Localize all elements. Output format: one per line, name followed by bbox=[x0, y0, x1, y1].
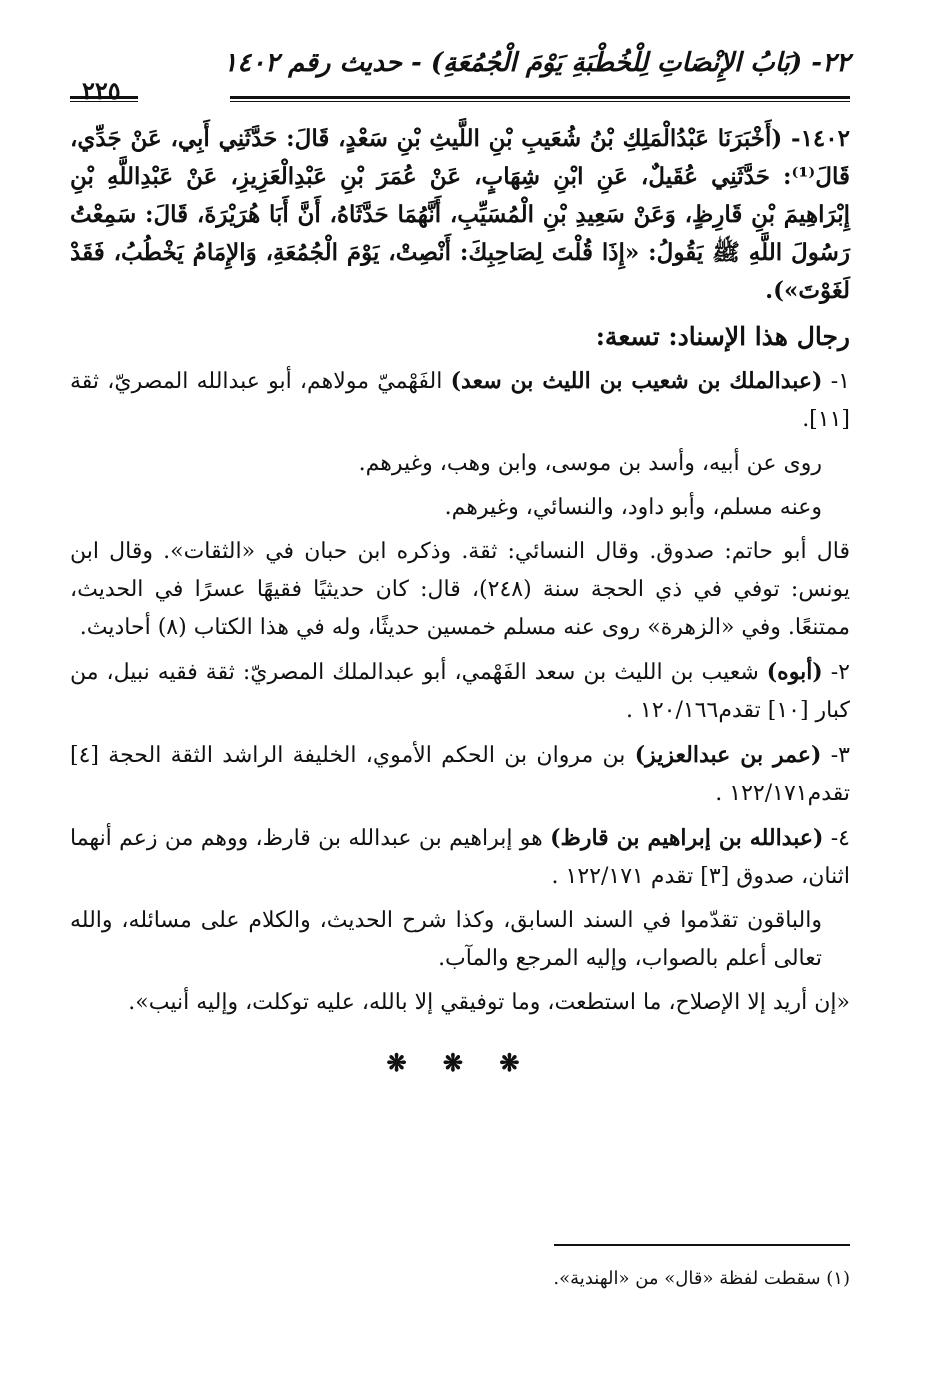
header-rule bbox=[230, 96, 850, 102]
narrator-entry-3 bbox=[70, 736, 850, 813]
narrator-name: (عبدالله بن إبراهيم بن قارظ) bbox=[550, 825, 824, 851]
footnote: (١) سقطت لفظة «قال» من «الهندية». bbox=[553, 1268, 850, 1289]
narrator-number: ٢- bbox=[822, 660, 850, 685]
closing-quote: «إن أريد إلا الإصلاح، ما استطعت، وما توفيقي إلا بالله، عليه توكلت، وإليه أنيب». bbox=[128, 990, 850, 1015]
narrator-entry-4 bbox=[70, 819, 850, 896]
narrator-entry-1 bbox=[70, 362, 850, 439]
narrator-description: الفَهْميّ مولاهم، أبو عبدالله المصريّ، ثقة [١١]. bbox=[70, 369, 850, 432]
section-heading: رجال هذا الإسناد: تسعة: bbox=[595, 322, 850, 351]
narrator-name: (أبوه) bbox=[766, 659, 823, 685]
narrator-description: هو إبراهيم بن عبدالله بن قارظ، ووهم من زعم أنهما اثنان، صدوق [٣] تقدم ١٢٢/١٧١ . bbox=[70, 826, 850, 889]
narrator-students: وعنه مسلم، وأبو داود، والنسائي، وغيرهم. bbox=[444, 495, 822, 520]
book-page bbox=[70, 46, 850, 1346]
narrator-number: ٣- bbox=[821, 743, 850, 768]
narrator-entry-2 bbox=[70, 653, 850, 730]
section-separator: ❋ ❋ ❋ bbox=[386, 1048, 534, 1077]
narrator-description: شعيب بن الليث بن سعد الفَهْمي، أبو عبدالملك المصريّ: ثقة فقيه نبيل، من كبار [١٠] تقدم١٢٠/١٦٦ . bbox=[70, 660, 850, 723]
narrator-number: ٤- bbox=[823, 826, 850, 851]
header-rule-short bbox=[70, 96, 138, 102]
closing-paragraph: والباقون تقدّموا في السند السابق، وكذا شرح الحديث، والكلام على مسائله، والله تعالى أعلم بالصواب، وإليه المرجع والمآب. bbox=[70, 908, 822, 971]
footnote-rule bbox=[554, 1244, 850, 1246]
narrator-number: ١- bbox=[822, 369, 850, 394]
narrator-name: (عبدالملك بن شعيب بن الليث بن سعد) bbox=[450, 368, 823, 394]
page-body bbox=[70, 120, 850, 1082]
running-title: ٢٢- (بَابُ الإِنْصَاتِ لِلْخُطْبَةِ يَوْمَ الْجُمُعَةِ) - حديث رقم ١٤٠٢ bbox=[223, 48, 850, 78]
narrator-teachers: روى عن أبيه، وأسد بن موسى، وابن وهب، وغيرهم. bbox=[358, 451, 822, 476]
page-header bbox=[70, 46, 850, 112]
narrator-opinions: قال أبو حاتم: صدوق. وقال النسائي: ثقة. وذكره ابن حبان في «الثقات». وقال ابن يونس: توفي في ذي الحجة سنة (٢٤٨)، قال: كان حديثيًا فقيهًا عسرًا في الحديث، ممتنعًا. وفي «الزهرة» روى عنه مسلم خمسين حديثًا، وله في هذا الكتاب (٨) أحاديث. bbox=[70, 539, 850, 640]
hadith-text: ١٤٠٢- (أَخْبَرَنَا عَبْدُالْمَلِكِ بْنُ شُعَيبِ بْنِ اللَّيثِ بْنِ سَعْدٍ، قَالَ: حَدَّثَنِي أَبِي، عَنْ جَدِّي، قَالَ⁽¹⁾: حَدَّثَنِي عُقَيلٌ، عَنِ ابْنِ شِهَابٍ، عَنْ عُمَرَ بْنِ عَبْدِالْعَزِيزِ، عَنْ عَبْدِاللَّهِ بْنِ إِبْرَاهِيمَ بْنِ قَارِظٍ، وَعَنْ سَعِيدِ بْنِ الْمُسَيِّبِ، أَنَّهُمَا حَدَّثَاهُ، أَنَّ أَبَا هُرَيْرَةَ، قَالَ: سَمِعْتُ رَسُولَ اللَّهِ ﷺ يَقُولُ: «إِذَا قُلْتَ لِصَاحِبِكَ: أَنْصِتْ، يَوْمَ الْجُمُعَةِ، وَالإِمَامُ يَخْطُبُ، فَقَدْ لَغَوْتَ»). bbox=[70, 125, 850, 304]
page-number: ٢٢٥ bbox=[82, 76, 121, 105]
narrator-description: بن مروان بن الحكم الأموي، الخليفة الراشد الثقة الحجة [٤] تقدم١٢٢/١٧١ . bbox=[70, 743, 850, 806]
narrator-name: (عمر بن عبدالعزيز) bbox=[634, 742, 822, 768]
